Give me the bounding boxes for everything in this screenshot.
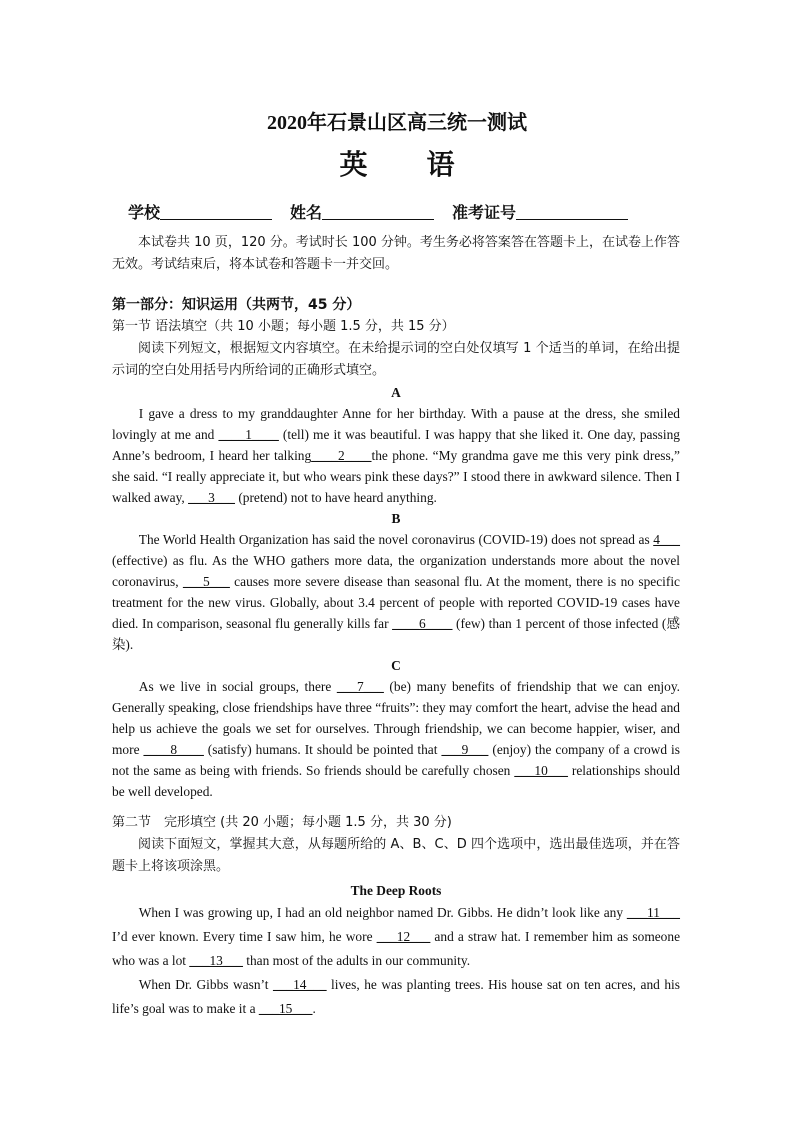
cloze-paragraph-1: [112, 901, 680, 973]
passage-c-text: As we live in social groups, there: [138, 679, 337, 694]
passage-c-text: (enjoy) the company of a crowd is not the same as being with friends. So friends should be carefully chosen: [112, 742, 680, 778]
passage-c-text: (satisfy) humans. It should be pointed that: [203, 742, 442, 757]
blank-6[interactable]: ____6____: [392, 616, 453, 631]
subject-title: 英 语: [339, 150, 481, 181]
passage-c-label: C: [391, 658, 401, 673]
passage-a-label: A: [391, 385, 401, 400]
passage-a: [112, 403, 680, 508]
blank-5[interactable]: ___5___: [182, 574, 230, 589]
exam-title: 2020年石景山区高三统一测试: [267, 112, 527, 134]
cloze-paragraph-2: [112, 973, 680, 1021]
part1-heading: 第一部分：知识运用（共两节，45 分）: [112, 297, 361, 313]
passage-b-text: (effective) as flu. As the WHO gathers more data, the organization understands more about the novel coronavirus,: [112, 553, 680, 589]
cloze-text: When Dr. Gibbs wasn’t: [138, 977, 273, 992]
cloze-text: than most of the adults in our community.: [242, 953, 471, 968]
passage-c: [112, 676, 680, 802]
name-label: 姓名: [290, 205, 323, 222]
exam-number-label: 准考证号: [452, 205, 517, 222]
blank-15[interactable]: ___15___: [258, 1001, 313, 1016]
blank-4[interactable]: 4___: [653, 532, 680, 547]
passage-b-text: (few) than 1 percent of those infected (感染).: [112, 616, 680, 652]
passage-a-text: the phone. “My grandma gave me this very pink dress,” she said. “I really appreciate it, but who wears pink these days?” I stood there in awkward silence. Then I walked away,: [112, 448, 680, 505]
section1-heading: 第一节 语法填空（共 10 小题；每小题 1.5 分，共 15 分）: [112, 319, 455, 334]
cloze-text: lives, he was planting trees. His house sat on ten acres, and his life’s goal was to make it a: [112, 977, 680, 1016]
school-label: 学校: [128, 205, 161, 222]
blank-8[interactable]: ____8____: [143, 742, 204, 757]
instructions: [112, 232, 680, 276]
blank-13[interactable]: ___13___: [189, 953, 243, 968]
passage-b-text: causes more severe disease than seasonal flu. At the moment, there is no specific treatment for the new virus. Globally, about 3.4 percent of people with reported COVID-19 cases have died. In comparison, seasonal flu generally kills far: [112, 574, 680, 631]
blank-12[interactable]: ___12___: [376, 929, 431, 944]
passage-a-text: I gave a dress to my granddaughter Anne for her birthday. With a pause at the dress, she smiled lovingly at me and: [112, 406, 680, 442]
cloze-text: .: [312, 1001, 316, 1016]
passage-c-text: relationships should be well developed.: [112, 763, 680, 799]
section2-direction: 阅读下面短文，掌握其大意，从每题所给的 A、B、C、D 四个选项中，选出最佳选项，并在答题卡上将该项涂黑。: [112, 837, 680, 874]
cloze-text: I’d ever known. Every time I saw him, he wore: [112, 929, 377, 944]
blank-14[interactable]: ___14___: [272, 977, 327, 992]
passage-b-text: The World Health Organization has said the novel coronavirus (COVID-19) does not spread as: [138, 532, 654, 547]
blank-10[interactable]: ___10___: [514, 763, 568, 778]
student-info-line: [128, 200, 642, 223]
school-blank[interactable]: [160, 205, 272, 220]
passage-c-text: (be) many benefits of friendship that we can enjoy. Generally speaking, close friendships have three “fruits”: they may comfort the heart, advise the head and help us achieve the goals we set for ourselves. Through friendship, we can become happier, wiser, and more: [112, 679, 681, 757]
blank-1[interactable]: ____1____: [218, 427, 279, 442]
section2-heading: 第二节 完形填空 (共 20 小题；每小题 1.5 分，共 30 分): [112, 815, 452, 830]
exam-number-blank[interactable]: [516, 205, 628, 220]
passage-a-text: (pretend) not to have heard anything.: [234, 490, 437, 505]
cloze-text: When I was growing up, I had an old neighbor named Dr. Gibbs. He didn’t look like any: [138, 905, 627, 920]
passage-b: [112, 529, 680, 655]
blank-11[interactable]: ___11___: [626, 905, 680, 920]
section1-direction: 阅读下列短文，根据短文内容填空。在未给提示词的空白处仅填写 1 个适当的单词，在给出提示词的空白处用括号内所给词的正确形式填空。: [112, 341, 680, 378]
passage-title: The Deep Roots: [350, 883, 442, 898]
cloze-text: and a straw hat. I remember him as someone who was a lot: [112, 929, 681, 968]
blank-2[interactable]: ____2____: [311, 448, 372, 463]
name-blank[interactable]: [322, 205, 434, 220]
blank-3[interactable]: ___3___: [188, 490, 235, 505]
blank-7[interactable]: ___7___: [336, 679, 384, 694]
passage-a-text: (tell) me it was beautiful. I was happy that she liked it. One day, passing Anne’s bedroom, I heard her talking: [112, 427, 680, 463]
passage-b-label: B: [391, 511, 401, 526]
blank-9[interactable]: ___9___: [441, 742, 489, 757]
part1: [112, 294, 680, 1021]
instructions-text: 本试卷共 10 页，120 分。考试时长 100 分钟。考生务必将答案答在答题卡上，在试卷上作答无效。考试结束后，将本试卷和答题卡一并交回。: [112, 235, 680, 272]
